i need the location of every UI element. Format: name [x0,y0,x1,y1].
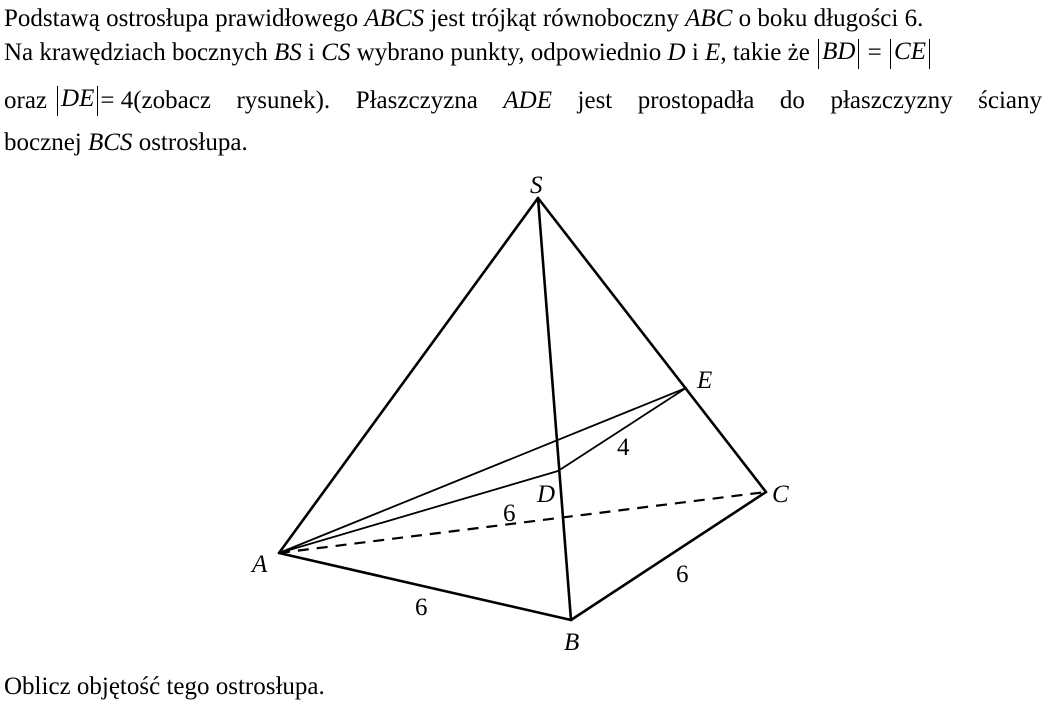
text: oraz [4,87,48,114]
text: i [685,39,706,66]
variable-bcs: BCS [87,129,133,156]
length-label-de: 4 [617,434,630,461]
text: o boku długości 6. [732,5,924,32]
length-label-ab: 6 [415,594,428,621]
text: i [301,39,322,66]
segment-ad [279,471,558,553]
variable-cs: CS [321,39,351,66]
label-c: C [772,481,789,508]
variable-abc: ABC [685,5,733,32]
edge-sb [538,198,571,620]
label-d: D [537,481,556,508]
text: (zobacz rysunek). Płaszczyzna [133,87,504,114]
edge-sc [538,198,766,492]
abs-ce: CE [890,39,930,69]
label-b: B [564,629,580,656]
text: Podstawą ostrosłupa prawidłowego [4,5,365,32]
length-label-ac: 6 [503,500,516,527]
text: wybrano punkty, odpowiednio [350,39,668,66]
text: ostrosłupa. [132,129,248,156]
text: bocznej [4,129,88,156]
text: jest trójkąt równoboczny [424,5,686,32]
variable-d: D [667,39,686,66]
equals-four: = 4 [100,87,134,114]
label-s: S [530,172,543,199]
abs-de: DE [57,86,98,116]
label-e: E [697,367,713,394]
variable-ade: ADE [503,87,552,114]
length-label-bc: 6 [676,561,689,588]
label-a: A [252,551,268,578]
variable-bs: BS [274,39,302,66]
variable-abcs: ABCS [364,5,425,32]
text: , takie że [720,39,817,66]
text: jest prostopadła do płaszczyzny ściany [552,87,1042,114]
question-text: Oblicz objętość tego ostrosłupa. [4,673,325,700]
text: Na krawędziach bocznych [4,39,274,66]
equals-sign: = [861,39,889,66]
variable-e: E [705,39,721,66]
abs-bd: BD [818,39,859,69]
edge-bc [571,492,766,620]
